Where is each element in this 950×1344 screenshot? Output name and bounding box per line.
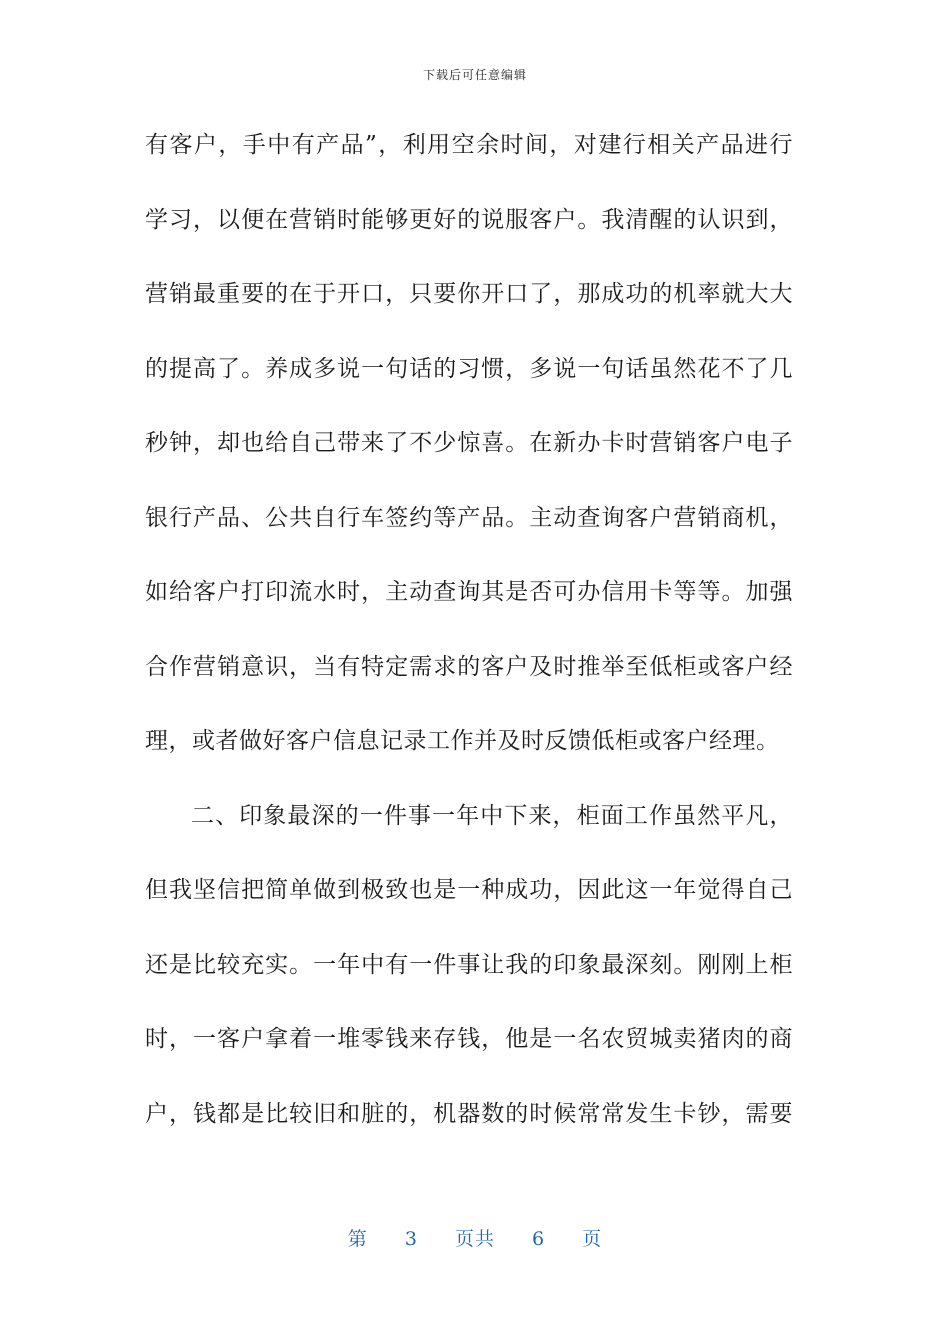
text-line: 还是比较充实。一年中有一件事让我的印象最深刻。刚刚上柜 bbox=[145, 951, 793, 978]
footer-suffix: 页 bbox=[582, 1228, 603, 1250]
footer-total-pages: 6 bbox=[532, 1228, 546, 1250]
text-line: 时，一客户拿着一堆零钱来存钱，他是一名农贸城卖猪肉的商 bbox=[145, 1026, 793, 1052]
text-line: 合作营销意识，当有特定需求的客户及时推举至低柜或客户经 bbox=[145, 653, 793, 680]
text-line: 的提高了。养成多说一句话的习惯，多说一句话虽然花不了几 bbox=[145, 355, 793, 382]
text-line: 秒钟，却也给自己带来了不少惊喜。在新办卡时营销客户电子 bbox=[145, 430, 793, 456]
text-line: 理，或者做好客户信息记录工作并及时反馈低柜或客户经理。 bbox=[145, 728, 780, 754]
page-header: 下载后可任意编辑 bbox=[422, 68, 527, 82]
text-line: 但我坚信把简单做到极致也是一种成功，因此这一年觉得自己 bbox=[145, 877, 793, 903]
text-line: 如给客户打印流水时，主动查询其是否可办信用卡等等。加强 bbox=[145, 579, 793, 605]
document-body bbox=[145, 120, 793, 1163]
paragraph-start-line: 二、印象最深的一件事一年中下来，柜面工作虽然平凡， bbox=[191, 802, 793, 829]
text-line: 银行产品、公共自行车签约等产品。主动查询客户营销商机， bbox=[145, 504, 793, 531]
text-line: 学习，以便在营销时能够更好的说服客户。我清醒的认识到， bbox=[145, 206, 793, 233]
footer-middle: 页共 bbox=[454, 1228, 495, 1250]
text-line: 有客户，手中有产品”，利用空余时间，对建行相关产品进行 bbox=[145, 132, 793, 158]
text-line: 营销最重要的在于开口，只要你开口了，那成功的机率就大大 bbox=[145, 281, 793, 307]
page-footer bbox=[0, 1224, 950, 1251]
text-line: 户，钱都是比较旧和脏的，机器数的时候常常发生卡钞，需要 bbox=[145, 1100, 793, 1127]
footer-prefix: 第 bbox=[347, 1228, 368, 1250]
footer-current-page: 3 bbox=[404, 1228, 418, 1250]
